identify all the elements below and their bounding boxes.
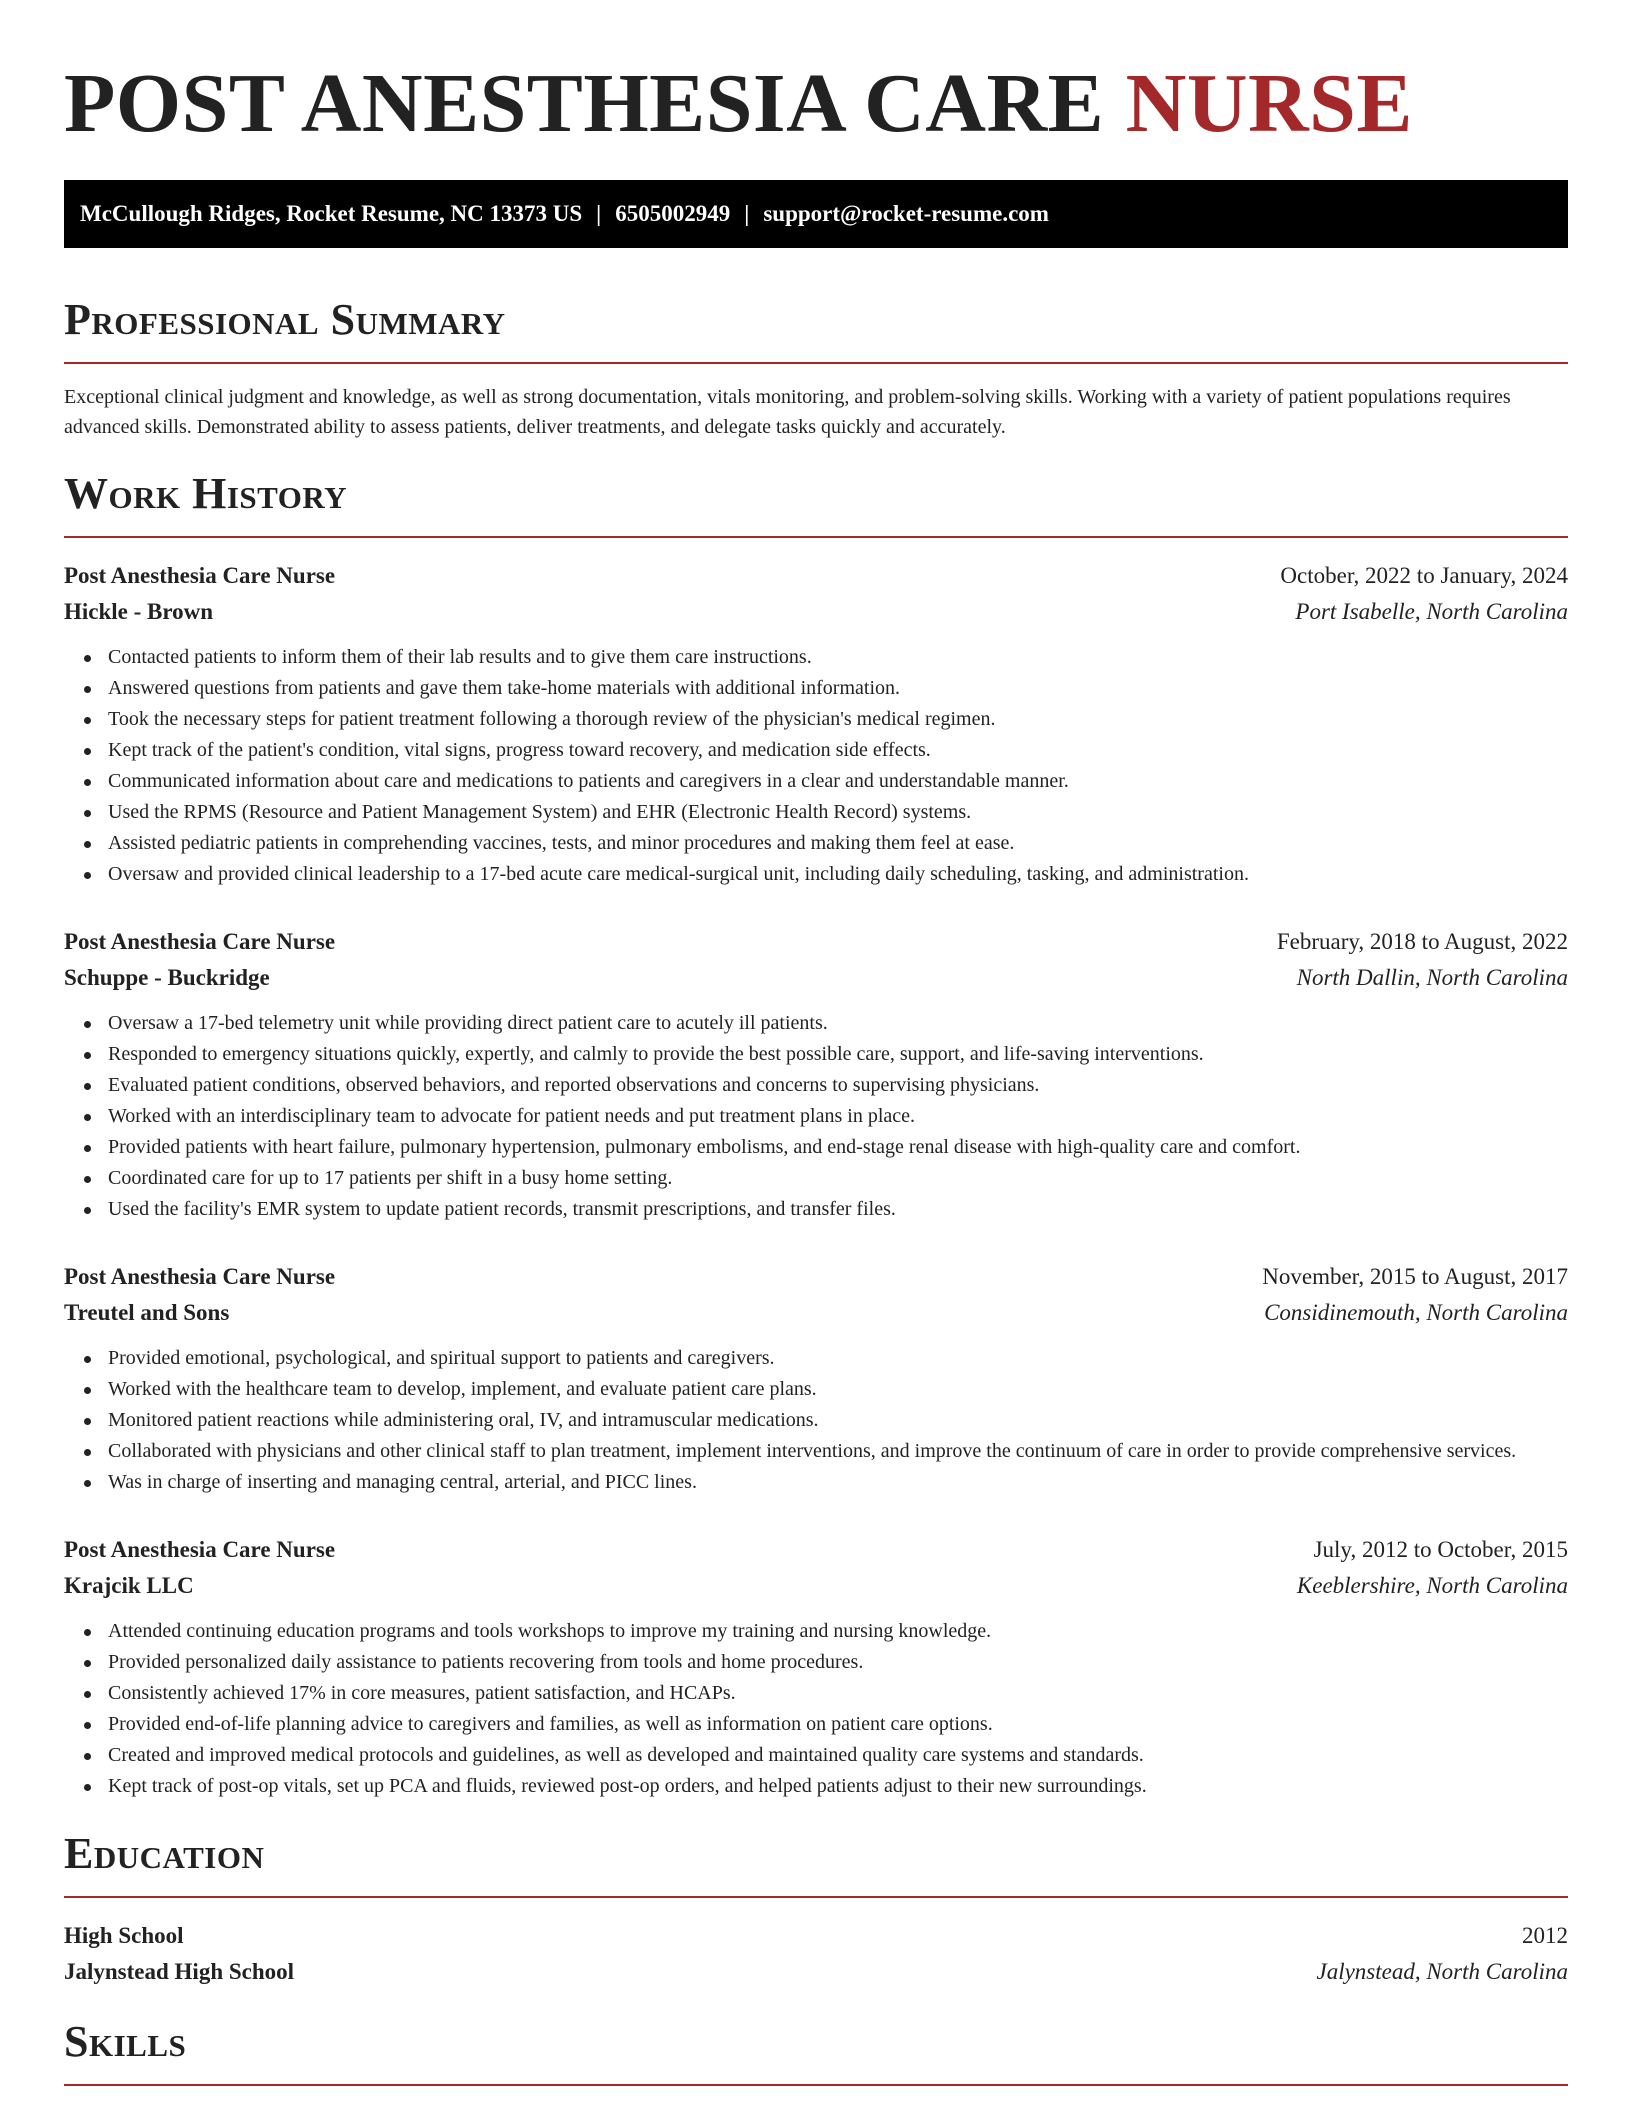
job-bullet: Collaborated with physicians and other clinical staff to plan treatment, implement interventions, and improve the continuum of care in order to provide comprehensive services.: [108, 1436, 1568, 1467]
job-dates: July, 2012 to October, 2015: [1313, 1537, 1568, 1562]
name-main: POST ANESTHESIA CARE: [64, 57, 1105, 150]
job-bullet: Answered questions from patients and gave them take-home materials with additional information.: [108, 673, 1568, 704]
name-accent: NURSE: [1125, 57, 1413, 150]
job-bullet: Provided patients with heart failure, pulmonary hypertension, pulmonary embolisms, and end-stage renal disease with high-quality care and comfort.: [108, 1132, 1568, 1163]
section-divider: [64, 1896, 1568, 1898]
job-bullet: Took the necessary steps for patient treatment following a thorough review of the physician's medical regimen.: [108, 704, 1568, 735]
contact-phone: 6505002949: [615, 201, 731, 226]
contact-email: support@rocket-resume.com: [763, 201, 1049, 226]
job-title: Post Anesthesia Care Nurse: [64, 1264, 336, 1289]
job-bullet: Oversaw a 17-bed telemetry unit while providing direct patient care to acutely ill patients.: [108, 1008, 1568, 1039]
work-history-section: [64, 468, 1568, 1802]
section-title-skills: Skills: [64, 2017, 187, 2066]
section-title-education: Education: [64, 1829, 265, 1878]
job-company-row: [64, 594, 1568, 630]
job-bullet: Provided personalized daily assistance to patients recovering from tools and home procedures.: [108, 1647, 1568, 1678]
section-divider: [64, 536, 1568, 538]
contact-address: McCullough Ridges, Rocket Resume, NC 13373 US: [80, 201, 583, 226]
job-bullet: Monitored patient reactions while administering oral, IV, and intramuscular medications.: [108, 1405, 1568, 1436]
education-school: Jalynstead High School: [64, 1959, 295, 1984]
job-bullet: Was in charge of inserting and managing central, arterial, and PICC lines.: [108, 1467, 1568, 1498]
job-header-row: [64, 1259, 1568, 1295]
job-bullet: Used the facility's EMR system to update patient records, transmit prescriptions, and transfer files.: [108, 1194, 1568, 1225]
job-header-row: [64, 924, 1568, 960]
job-bullet: Kept track of post-op vitals, set up PCA and fluids, reviewed post-op orders, and helped patients adjust to their new surroundings.: [108, 1771, 1568, 1802]
job-title: Post Anesthesia Care Nurse: [64, 929, 336, 954]
section-title-work-history: Work History: [64, 469, 348, 518]
job-entry: [64, 1532, 1568, 1802]
education-school-row: [64, 1954, 1568, 1990]
job-bullet: Consistently achieved 17% in core measures, patient satisfaction, and HCAPs.: [108, 1678, 1568, 1709]
job-bullet: Attended continuing education programs and tools workshops to improve my training and nursing knowledge.: [108, 1616, 1568, 1647]
job-title: Post Anesthesia Care Nurse: [64, 1537, 336, 1562]
section-title-summary: Professional Summary: [64, 295, 506, 344]
job-company-row: [64, 960, 1568, 996]
job-bullet: Created and improved medical protocols and guidelines, as well as developed and maintained quality care systems and standards.: [108, 1740, 1568, 1771]
job-bullet: Responded to emergency situations quickly, expertly, and calmly to provide the best possible care, support, and life-saving interventions.: [108, 1039, 1568, 1070]
section-divider: [64, 362, 1568, 364]
job-bullet: Assisted pediatric patients in comprehending vaccines, tests, and minor procedures and making them feel at ease.: [108, 828, 1568, 859]
job-bullet: Kept track of the patient's condition, vital signs, progress toward recovery, and medication side effects.: [108, 735, 1568, 766]
education-header-row: [64, 1918, 1568, 1954]
job-bullet: Evaluated patient conditions, observed behaviors, and reported observations and concerns to supervising physicians.: [108, 1070, 1568, 1101]
job-bullet: Provided end-of-life planning advice to caregivers and families, as well as information on patient care options.: [108, 1709, 1568, 1740]
job-title: Post Anesthesia Care Nurse: [64, 563, 336, 588]
job-bullet: Communicated information about care and medications to patients and caregivers in a clear and understandable manner.: [108, 766, 1568, 797]
job-location: Port Isabelle, North Carolina: [1295, 599, 1568, 624]
contact-separator: |: [596, 201, 602, 226]
summary-section: [64, 294, 1568, 442]
job-location: North Dallin, North Carolina: [1296, 965, 1568, 990]
job-dates: October, 2022 to January, 2024: [1280, 563, 1568, 588]
job-bullet: Provided emotional, psychological, and spiritual support to patients and caregivers.: [108, 1343, 1568, 1374]
job-bullet: Oversaw and provided clinical leadership to a 17-bed acute care medical-surgical unit, including daily scheduling, tasking, and administration.: [108, 859, 1568, 890]
job-company-row: [64, 1295, 1568, 1331]
job-entry: [64, 924, 1568, 1225]
job-company: Hickle - Brown: [64, 599, 214, 624]
contact-separator: |: [744, 201, 750, 226]
job-bullet: Worked with the healthcare team to develop, implement, and evaluate patient care plans.: [108, 1374, 1568, 1405]
job-company: Treutel and Sons: [64, 1300, 230, 1325]
job-bullet: Used the RPMS (Resource and Patient Management System) and EHR (Electronic Health Record) systems.: [108, 797, 1568, 828]
job-company: Krajcik LLC: [64, 1573, 194, 1598]
job-location: Considinemouth, North Carolina: [1264, 1300, 1568, 1325]
job-bullets: [64, 1008, 1568, 1225]
job-bullet: Worked with an interdisciplinary team to advocate for patient needs and put treatment plans in place.: [108, 1101, 1568, 1132]
job-location: Keeblershire, North Carolina: [1296, 1573, 1568, 1598]
job-dates: February, 2018 to August, 2022: [1276, 929, 1568, 954]
job-company-row: [64, 1568, 1568, 1604]
resume-name: [64, 0, 1568, 152]
education-section: [64, 1828, 1568, 1990]
job-header-row: [64, 1532, 1568, 1568]
skills-section: [64, 2016, 1568, 2086]
job-bullets: [64, 1616, 1568, 1802]
job-header-row: [64, 558, 1568, 594]
job-bullets: [64, 1343, 1568, 1498]
job-bullet: Contacted patients to inform them of their lab results and to give them care instructions.: [108, 642, 1568, 673]
summary-text: Exceptional clinical judgment and knowledge, as well as strong documentation, vitals monitoring, and problem-solving skills. Working with a variety of patient populations requires advanced skills. Demonstrated ability to assess patients, deliver treatments, and delegate tasks quickly and accurately.: [64, 386, 1511, 438]
job-entry: [64, 558, 1568, 890]
job-entry: [64, 1259, 1568, 1498]
education-location: Jalynstead, North Carolina: [1316, 1959, 1568, 1984]
education-entry: [64, 1918, 1568, 1990]
contact-bar: [64, 180, 1568, 248]
job-company: Schuppe - Buckridge: [64, 965, 270, 990]
job-bullet: Coordinated care for up to 17 patients per shift in a busy home setting.: [108, 1163, 1568, 1194]
education-year: 2012: [1522, 1923, 1568, 1948]
job-dates: November, 2015 to August, 2017: [1262, 1264, 1568, 1289]
education-degree: High School: [64, 1923, 184, 1948]
section-divider: [64, 2084, 1568, 2086]
job-bullets: [64, 642, 1568, 890]
